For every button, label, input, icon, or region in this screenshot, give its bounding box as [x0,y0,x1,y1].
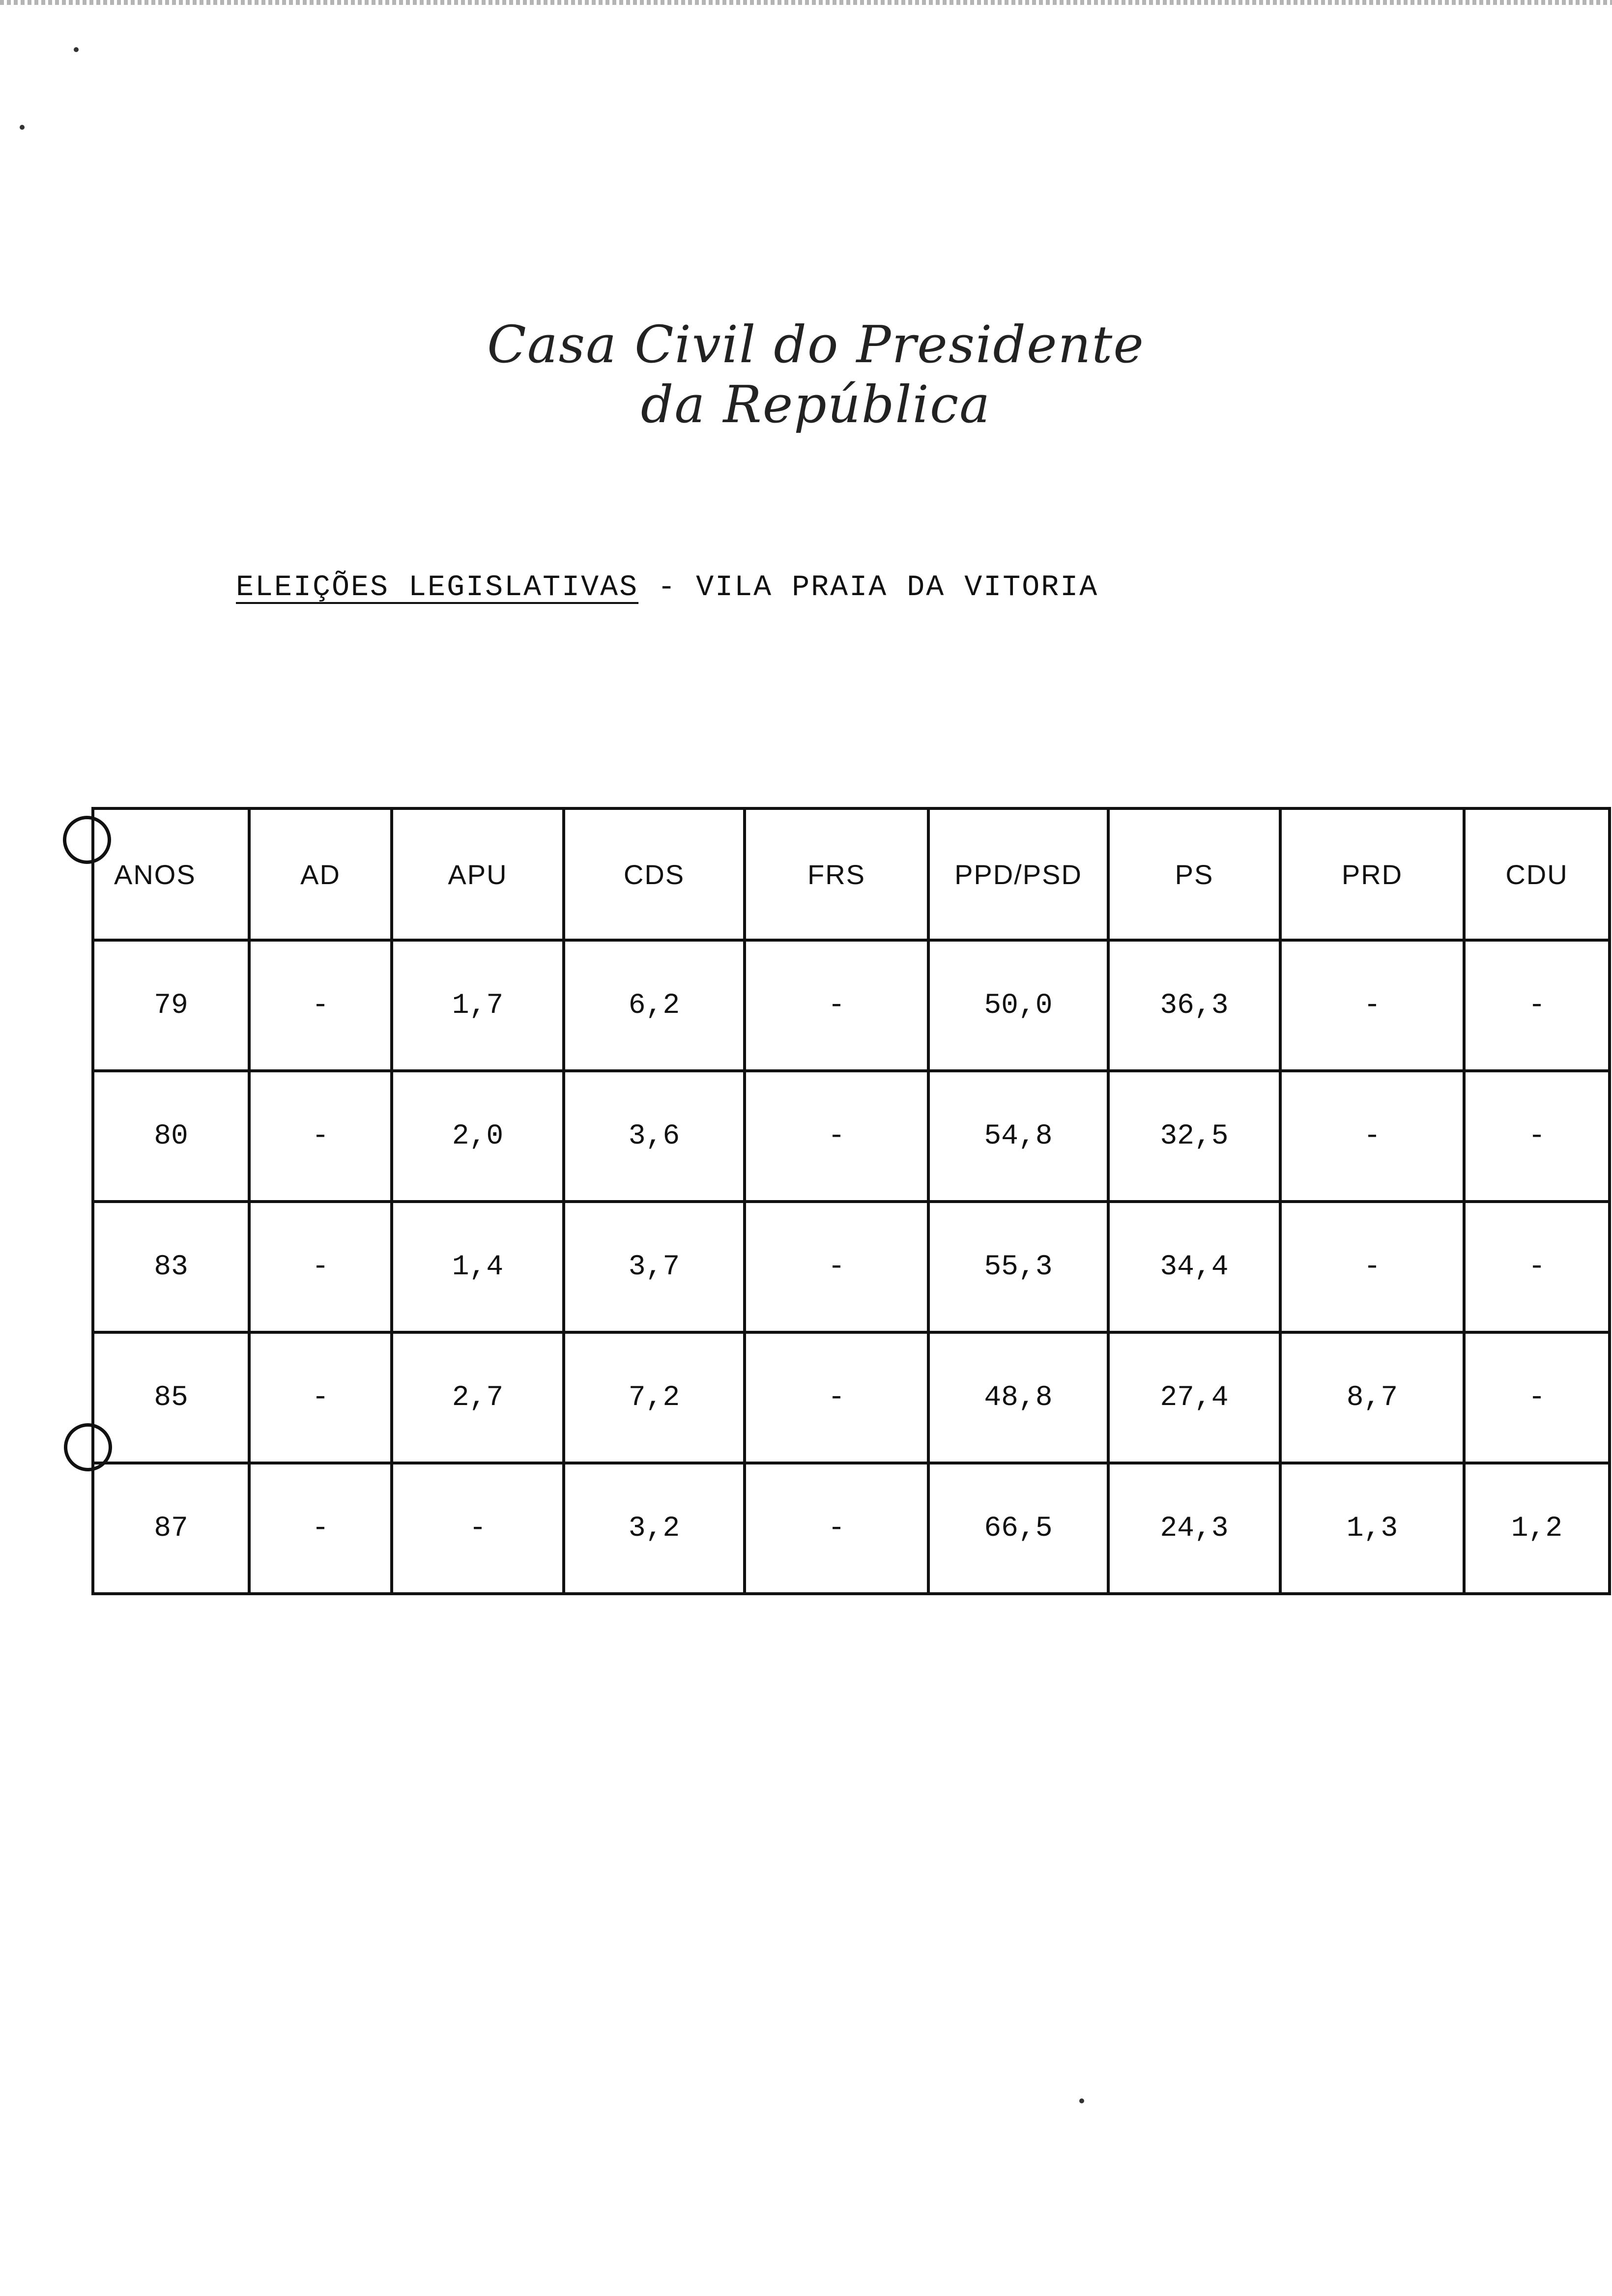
result-cell: - [1280,1071,1464,1202]
result-cell: - [745,1202,928,1332]
year-cell: 85 [93,1332,249,1463]
year-cell: 87 [93,1463,249,1594]
result-cell: - [249,1071,392,1202]
result-cell: - [249,1202,392,1332]
table-row [93,1202,1610,1332]
result-cell: 7,2 [564,1332,745,1463]
result-cell: - [1464,1071,1610,1202]
result-cell: 54,8 [928,1071,1108,1202]
scan-speck [1079,2098,1084,2103]
header-cell: APU [392,808,564,940]
year-cell: 80 [93,1071,249,1202]
election-results-table [91,807,1611,1595]
header-cell: PPD/PSD [928,808,1108,940]
result-cell: - [249,1463,392,1594]
result-cell: 2,0 [392,1071,564,1202]
table-row [93,1071,1610,1202]
result-cell: 8,7 [1280,1332,1464,1463]
header-cell: PS [1108,808,1280,940]
table-row [93,1332,1610,1463]
result-cell: 55,3 [928,1202,1108,1332]
header-cell: PRD [1280,808,1464,940]
result-cell: 48,8 [928,1332,1108,1463]
result-cell: 50,0 [928,940,1108,1071]
result-cell: 1,7 [392,940,564,1071]
result-cell: 27,4 [1108,1332,1280,1463]
document-title-rest: - VILA PRAIA DA VITORIA [638,571,1099,604]
year-cell: 83 [93,1202,249,1332]
result-cell: 1,4 [392,1202,564,1332]
document-title [236,571,1098,604]
result-cell: 1,2 [1464,1463,1610,1594]
result-cell: - [249,1332,392,1463]
result-cell: - [1464,940,1610,1071]
result-cell: - [392,1463,564,1594]
result-cell: 1,3 [1280,1463,1464,1594]
header-cell: CDU [1464,808,1610,940]
table-row [93,940,1610,1071]
header-cell: CDS [564,808,745,940]
result-cell: 6,2 [564,940,745,1071]
scan-speck [20,125,25,130]
result-cell: 34,4 [1108,1202,1280,1332]
result-cell: - [1280,940,1464,1071]
result-cell: - [745,940,928,1071]
result-cell: 66,5 [928,1463,1108,1594]
result-cell: - [1464,1202,1610,1332]
letterhead: Casa Civil do Presidente da República [487,315,1145,434]
result-cell: - [249,940,392,1071]
result-cell: - [1464,1332,1610,1463]
result-cell: 3,2 [564,1463,745,1594]
result-cell: - [1280,1202,1464,1332]
result-cell: - [745,1332,928,1463]
table-row [93,1463,1610,1594]
header-cell: AD [249,808,392,940]
document-title-underlined: ELEIÇÕES LEGISLATIVAS [236,571,639,604]
result-cell: 24,3 [1108,1463,1280,1594]
result-cell: 3,7 [564,1202,745,1332]
header-row [93,808,1610,940]
scan-top-edge [0,0,1612,5]
result-cell: 2,7 [392,1332,564,1463]
result-cell: 36,3 [1108,940,1280,1071]
result-cell: - [745,1071,928,1202]
result-cell: - [745,1463,928,1594]
year-cell: 79 [93,940,249,1071]
result-cell: 3,6 [564,1071,745,1202]
result-cell: 32,5 [1108,1071,1280,1202]
header-cell: FRS [745,808,928,940]
header-cell: ANOS [93,808,249,940]
scan-speck [74,47,79,52]
